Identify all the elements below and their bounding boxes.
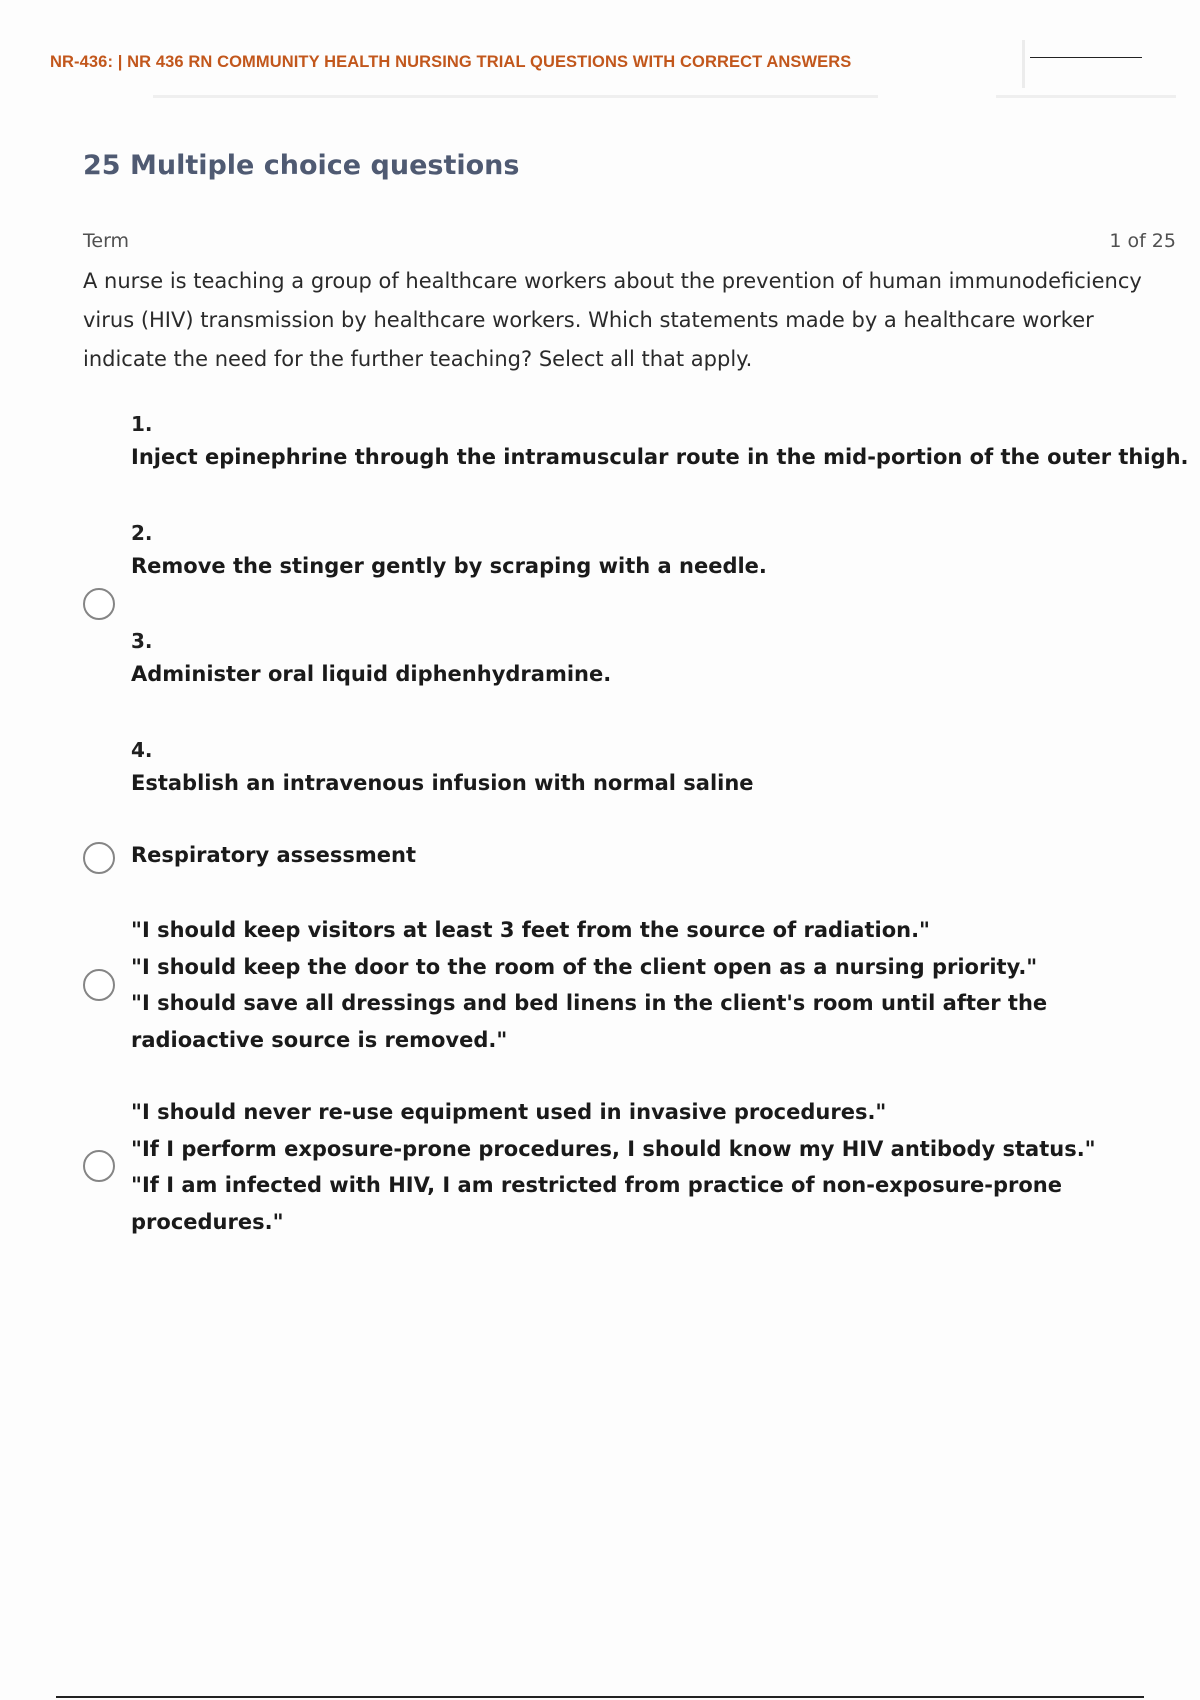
numbered-item-4-number: 4. bbox=[131, 738, 153, 762]
option-line: "If I am infected with HIV, I am restricted from practice of non-exposure-prone procedures." bbox=[131, 1173, 1062, 1234]
section-heading: 25 Multiple choice questions bbox=[83, 150, 520, 181]
header-underline-left bbox=[153, 95, 878, 98]
numbered-item-1-text: Inject epinephrine through the intramuscular route in the mid-portion of the outer thigh. bbox=[131, 445, 1189, 469]
header-divider bbox=[1022, 40, 1025, 88]
header-rule bbox=[1030, 57, 1142, 58]
term-counter: 1 of 25 bbox=[1109, 230, 1176, 252]
numbered-item-2-number: 2. bbox=[131, 521, 153, 545]
numbered-item-4-text: Establish an intravenous infusion with normal saline bbox=[131, 771, 754, 795]
document-header-title: NR-436: | NR 436 RN COMMUNITY HEALTH NURSING TRIAL QUESTIONS WITH CORRECT ANSWERS bbox=[50, 53, 852, 71]
option-radiation-statements[interactable] bbox=[131, 912, 1151, 1058]
term-label: Term bbox=[83, 230, 130, 252]
footer-rule bbox=[56, 1696, 1144, 1698]
option-line: "I should save all dressings and bed linens in the client's room until after the radioactive source is removed." bbox=[131, 991, 1048, 1052]
radio-button-3[interactable] bbox=[83, 969, 115, 1001]
numbered-item-3-number: 3. bbox=[131, 629, 153, 653]
numbered-item-3-text: Administer oral liquid diphenhydramine. bbox=[131, 662, 612, 686]
radio-button-1[interactable] bbox=[83, 588, 115, 620]
option-hiv-statements[interactable] bbox=[131, 1094, 1151, 1240]
radio-button-2[interactable] bbox=[83, 842, 115, 874]
option-respiratory-assessment[interactable]: Respiratory assessment bbox=[131, 843, 417, 867]
numbered-item-2-text: Remove the stinger gently by scraping with a needle. bbox=[131, 554, 767, 578]
radio-button-4[interactable] bbox=[83, 1150, 115, 1182]
question-text: A nurse is teaching a group of healthcare workers about the prevention of human immunodeficiency virus (HIV) transmission by healthcare workers. Which statements made by a healthcare worker indicate the need for the further teaching? Select all that apply. bbox=[83, 269, 1142, 371]
option-line: "I should never re-use equipment used in invasive procedures." bbox=[131, 1100, 887, 1124]
option-line: "I should keep visitors at least 3 feet from the source of radiation." bbox=[131, 918, 930, 942]
numbered-item-1-number: 1. bbox=[131, 412, 153, 436]
header-underline-right bbox=[996, 95, 1176, 98]
option-line: "I should keep the door to the room of the client open as a nursing priority." bbox=[131, 954, 1038, 979]
option-line: "If I perform exposure-prone procedures, I should know my HIV antibody status." bbox=[131, 1136, 1096, 1161]
